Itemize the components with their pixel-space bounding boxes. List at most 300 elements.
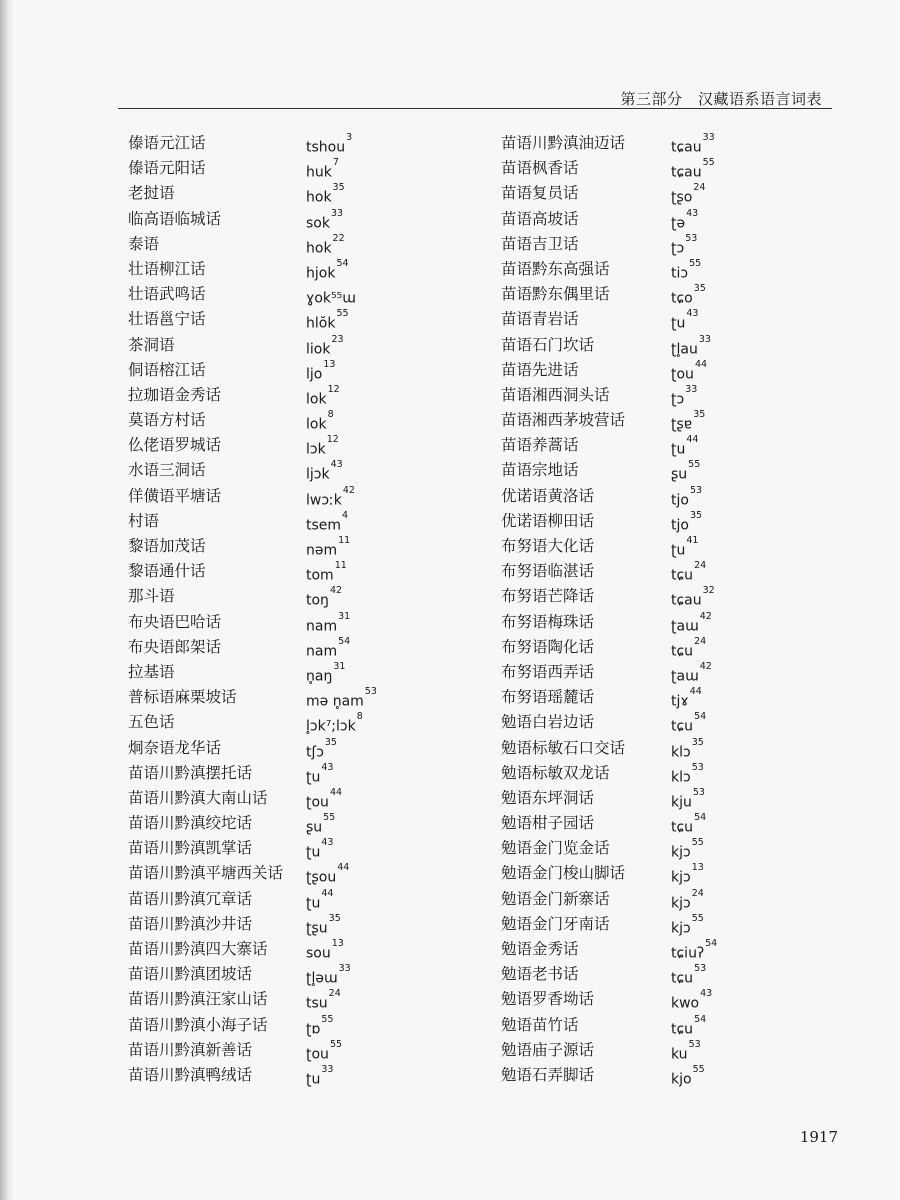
dialect-entry-row: [128, 1038, 458, 1063]
phonetic-transcription: ʈu: [306, 895, 321, 912]
phonetic-transcription: kjɔ: [671, 844, 691, 861]
dialect-entry-row: [501, 408, 831, 433]
tone-number: 35: [693, 283, 706, 295]
dialect-entry-row: [501, 861, 831, 886]
dialect-name: 普标语麻栗坡话: [128, 688, 237, 707]
tone-number: 53: [691, 761, 704, 773]
dialect-name: 五色话: [128, 713, 175, 732]
phonetic-transcription: tjo: [671, 492, 689, 509]
tone-number: 41: [686, 535, 699, 546]
dialect-entry-row: [128, 307, 458, 332]
dialect-name: 勉语东坪洞话: [501, 788, 595, 807]
dialect-entry-row: [501, 207, 831, 232]
dialect-name: 村语: [128, 511, 160, 530]
phonetic-transcription: ljɔk: [306, 467, 330, 484]
dialect-entry-row: [128, 181, 458, 206]
dialect-name: 苗语川黔滇冗章话: [128, 889, 253, 908]
dialect-entry-row: [128, 534, 458, 559]
tone-number: 11: [338, 535, 351, 546]
phonetic-transcription: ʈaɯ: [671, 618, 699, 635]
phonetic-transcription: ʈaɯ: [671, 668, 699, 685]
phonetic-transcription: ʂu: [671, 467, 688, 484]
tone-number: 35: [693, 409, 706, 421]
dialect-entry-row: [128, 761, 458, 786]
phonetic-transcription: tɕu: [671, 819, 694, 836]
phonetic-transcription: klɔ: [671, 769, 691, 786]
dialect-name: 苗语湘西茅坡营话: [501, 411, 626, 430]
phonetic-transcription: tɕo: [671, 290, 693, 307]
tone-number: 35: [691, 736, 704, 748]
dialect-entry-row: [501, 761, 831, 786]
tone-number: 55: [323, 812, 336, 824]
dialect-entry-row: [128, 685, 458, 710]
tone-number: 53: [694, 963, 707, 975]
dialect-entry-row: [128, 458, 458, 483]
dialect-entry-row: [501, 635, 831, 660]
dialect-entry-row: [128, 383, 458, 408]
dialect-entry-row: [501, 987, 831, 1012]
tone-number: 35: [689, 509, 703, 521]
phonetic-transcription: tjɤ: [671, 693, 689, 710]
dialect-name: 布努语临湛话: [501, 562, 595, 581]
dialect-name: 莫语方村话: [128, 411, 206, 430]
dialect-entry-row: [128, 282, 458, 307]
tone-number: 42: [342, 484, 355, 496]
phonetic-transcription: kjo: [671, 1071, 692, 1088]
phonetic-transcription: tɕu: [671, 718, 694, 735]
dialect-name: 勉语金门新寨话: [501, 889, 610, 908]
dialect-name: 苗语吉卫话: [501, 234, 579, 253]
dialect-name: 布努语西弄话: [501, 662, 595, 681]
phonetic-transcription: tɕau: [671, 593, 702, 610]
tone-number: 24: [694, 635, 707, 647]
dialect-name: 勉语金门牙南话: [501, 914, 610, 933]
dialect-name: 侗语榕江话: [128, 360, 206, 379]
dialect-entry-row: [501, 333, 831, 358]
tone-number: 13: [331, 938, 344, 949]
phonetic-transcription: liok: [306, 341, 331, 358]
dialect-entry-row: [501, 811, 831, 836]
dialect-entry-row: [128, 887, 458, 912]
phonetic-transcription: hlŏk: [306, 315, 336, 332]
dialect-name: 苗语高坡话: [501, 209, 579, 228]
phonetic-transcription: ʈu: [306, 1071, 321, 1088]
phonetic-transcription: klɔ: [671, 744, 691, 761]
dialect-entry-row: [128, 1063, 458, 1088]
phonetic-transcription: lɔk: [306, 441, 326, 458]
phonetic-transcription: tiɔ: [671, 265, 689, 282]
dialect-name: 苗语石门坎话: [501, 335, 595, 354]
dialect-entry-row: [501, 282, 831, 307]
tone-number: 33: [685, 383, 698, 395]
dialect-name: 勉语金门梭山脚话: [501, 864, 626, 883]
dialect-entry-row: [501, 433, 831, 458]
phonetic-transcription: tɕu: [671, 643, 694, 660]
dialect-entry-row: [501, 736, 831, 761]
dialect-name: 苗语川黔滇汪家山话: [128, 990, 268, 1009]
phonetic-transcription: ʈou: [671, 366, 694, 383]
dialect-entry-row: [501, 156, 831, 181]
phonetic-transcription: ɣok⁵⁵ɯ: [306, 290, 356, 307]
dialect-entry-row: [501, 307, 831, 332]
dialect-name: 傣语元江话: [128, 134, 206, 152]
tone-number: 8: [356, 711, 363, 723]
phonetic-transcription: lok: [306, 391, 327, 408]
dialect-entry-row: [501, 937, 831, 962]
dialect-entry-row: [128, 786, 458, 811]
dialect-name: 仫佬语罗城话: [128, 436, 222, 455]
tone-number: 4: [342, 509, 349, 521]
phonetic-transcription: nam: [306, 643, 338, 660]
phonetic-transcription: n̥aŋ: [306, 668, 333, 685]
tone-number: 43: [700, 988, 713, 1000]
dialect-entry-row: [501, 358, 831, 383]
phonetic-transcription: hok: [306, 190, 332, 207]
phonetic-form: [306, 1063, 333, 1093]
phonetic-transcription: hok: [306, 240, 332, 257]
tone-number: 42: [699, 660, 712, 672]
tone-number: 55: [702, 157, 715, 169]
dialect-name: 布努语芒降话: [501, 587, 595, 606]
dialect-name: 苗语川黔滇团坡话: [128, 965, 253, 984]
phonetic-transcription: mə n̥am: [306, 693, 364, 710]
tone-number: 54: [336, 257, 349, 269]
dialect-name: 那斗语: [128, 587, 175, 606]
dialect-entry-row: [501, 660, 831, 685]
dialect-name: 泰语: [128, 234, 160, 253]
dialect-name: 苗语青岩话: [501, 310, 579, 329]
dialect-entry-row: [501, 685, 831, 710]
left-column: [128, 131, 458, 1088]
phonetic-transcription: tɕu: [671, 970, 694, 987]
dialect-name: 苗语川黔滇平塘西关话: [128, 864, 284, 883]
dialect-name: 水语三洞话: [128, 461, 206, 480]
phonetic-transcription: tɕau: [671, 164, 702, 181]
dialect-entry-row: [128, 207, 458, 232]
tone-number: 42: [329, 585, 343, 597]
phonetic-transcription: tɕu: [671, 567, 694, 584]
phonetic-transcription: kjɔ: [671, 895, 691, 912]
running-header: 第三部分 汉藏语系语言词表: [620, 90, 822, 108]
dialect-name: 布央语巴哈话: [128, 612, 222, 631]
phonetic-transcription: sok: [306, 215, 330, 232]
dialect-name: 勉语石弄脚话: [501, 1065, 595, 1084]
dialect-name: 苗语川黔滇小海子话: [128, 1015, 268, 1034]
dialect-entry-row: [128, 333, 458, 358]
phonetic-transcription: ʈɔ: [671, 391, 685, 408]
tone-number: 55: [321, 1013, 334, 1025]
dialect-entry-row: [128, 257, 458, 282]
dialect-name: 布央语郎架话: [128, 637, 222, 656]
dialect-entry-row: [128, 584, 458, 609]
phonetic-transcription: tsem: [306, 517, 342, 534]
tone-number: 24: [694, 560, 707, 572]
dialect-entry-row: [128, 962, 458, 987]
tone-number: 13: [691, 862, 704, 874]
phonetic-transcription: kju: [671, 794, 692, 811]
dialect-name: 临高语临城话: [128, 209, 222, 228]
dialect-name: 老挝语: [128, 184, 175, 203]
dialect-entry-row: [128, 987, 458, 1012]
tone-number: 53: [692, 786, 705, 798]
dialect-entry-row: [501, 534, 831, 559]
dialect-entry-row: [501, 836, 831, 861]
dialect-entry-row: [128, 232, 458, 257]
tone-number: 42: [699, 610, 712, 622]
dialect-entry-row: [128, 358, 458, 383]
dialect-name: 苗语湘西洞头话: [501, 385, 610, 404]
tone-number: 55: [689, 257, 702, 269]
tone-number: 55: [692, 1063, 705, 1075]
dialect-name: 苗语川黔滇摆托话: [128, 763, 253, 782]
dialect-name: 勉语庙子源话: [501, 1040, 595, 1059]
phonetic-transcription: kjɔ: [671, 920, 691, 937]
dialect-name: 茶洞语: [128, 335, 175, 354]
phonetic-transcription: tɕu: [671, 1021, 694, 1038]
phonetic-transcription: ʈʂou: [306, 870, 337, 887]
dialect-entry-row: [501, 181, 831, 206]
tone-number: 33: [330, 207, 344, 219]
tone-number: 53: [364, 686, 377, 698]
dialect-entry-row: [128, 736, 458, 761]
tone-number: 33: [698, 333, 711, 345]
tone-number: 22: [332, 232, 345, 244]
dialect-name: 苗语枫香话: [501, 159, 579, 178]
tone-number: 44: [329, 786, 343, 798]
tone-number: 53: [685, 232, 698, 244]
dialect-name: 苗语黔东偶里话: [501, 285, 610, 304]
dialect-name: 傣语元阳话: [128, 159, 206, 178]
dialect-entry-row: [128, 156, 458, 181]
dialect-name: 佯僙语平塘话: [128, 486, 222, 505]
dialect-entry-row: [128, 635, 458, 660]
phonetic-transcription: ʈʂu: [306, 920, 328, 937]
phonetic-transcription: tjo: [671, 517, 689, 534]
dialect-entry-row: [128, 937, 458, 962]
dialect-entry-row: [501, 484, 831, 509]
dialect-name: 优诺语黄洛话: [501, 486, 595, 505]
page-binding-shadow: [0, 0, 14, 1200]
tone-number: 24: [328, 988, 341, 1000]
tone-number: 31: [338, 610, 351, 622]
phonetic-transcription: ʈou: [306, 794, 329, 811]
dialect-name: 勉语金秀话: [501, 940, 579, 958]
phonetic-transcription: tsu: [306, 996, 328, 1013]
tone-number: 35: [332, 182, 345, 194]
phonetic-transcription: ku: [671, 1046, 688, 1063]
dialect-entry-row: [128, 912, 458, 937]
tone-number: 54: [694, 812, 707, 824]
dialect-entry-row: [501, 383, 831, 408]
dialect-name: 布努语大化话: [501, 537, 595, 555]
right-column: [501, 131, 831, 1088]
phonetic-transcription: ʈʂɐ: [671, 416, 693, 433]
dialect-name: 苗语先进话: [501, 360, 579, 379]
phonetic-transcription: nam: [306, 618, 338, 635]
phonetic-transcription: toŋ: [306, 593, 329, 610]
tone-number: 43: [321, 837, 334, 849]
dialect-name: 苗语川黔滇绞坨话: [128, 814, 253, 833]
tone-number: 7: [332, 157, 339, 169]
tone-number: 43: [321, 761, 334, 773]
tone-number: 33: [338, 963, 351, 975]
dialect-entry-row: [128, 559, 458, 584]
phonetic-transcription: ʈl̥əɯ: [306, 970, 338, 987]
dialect-entry-row: [501, 131, 831, 156]
phonetic-transcription: nəm: [306, 542, 338, 559]
tone-number: 11: [334, 560, 347, 572]
dialect-name: 苗语川黔滇鸭绒话: [128, 1065, 253, 1084]
phonetic-transcription: ʈu: [306, 769, 321, 786]
dialect-name: 拉珈语金秀话: [128, 385, 222, 404]
dialect-name: 布努语梅珠话: [501, 612, 595, 631]
dialect-entry-row: [501, 912, 831, 937]
tone-number: 53: [689, 484, 703, 496]
dialect-entry-row: [128, 660, 458, 685]
tone-number: 54: [338, 635, 351, 647]
dialect-entry-row: [501, 710, 831, 735]
dialect-entry-row: [501, 887, 831, 912]
dialect-name: 苗语宗地话: [501, 461, 579, 480]
dialect-name: 苗语黔东高强话: [501, 259, 610, 278]
tone-number: 43: [686, 207, 699, 219]
tone-number: 55: [691, 912, 704, 924]
tone-number: 43: [330, 459, 343, 471]
dialect-name: 优诺语柳田话: [501, 511, 595, 530]
dialect-entry-row: [128, 484, 458, 509]
phonetic-transcription: ʈɒ: [306, 1021, 321, 1038]
tone-number: 8: [327, 409, 334, 421]
phonetic-transcription: lok: [306, 416, 327, 433]
dialect-name: 勉语白岩边话: [501, 713, 595, 732]
tone-number: 43: [686, 308, 699, 320]
dialect-entry-row: [501, 584, 831, 609]
dialect-name: 壮语柳江话: [128, 259, 206, 278]
dialect-name: 黎语加茂话: [128, 537, 206, 555]
dialect-name: 壮语武鸣话: [128, 285, 206, 304]
dialect-name: 布努语陶化话: [501, 637, 595, 656]
tone-number: 32: [702, 585, 715, 597]
phonetic-transcription: tɕau: [671, 139, 702, 156]
tone-number: 12: [326, 434, 339, 446]
tone-number: 35: [328, 912, 341, 924]
phonetic-transcription: ʈʂo: [671, 190, 693, 207]
phonetic-transcription: ʂu: [306, 819, 323, 836]
dialect-entry-row: [128, 131, 458, 156]
dialect-entry-row: [501, 1063, 831, 1088]
tone-number: 55: [329, 1038, 343, 1050]
dialect-name: 苗语养蒿话: [501, 436, 579, 455]
dialect-name: 苗语川黔滇四大寨话: [128, 940, 268, 958]
phonetic-transcription: ʈu: [306, 844, 321, 861]
dialect-name: 苗语复员话: [501, 184, 579, 203]
phonetic-transcription: sou: [306, 945, 331, 962]
dialect-entry-row: [128, 610, 458, 635]
dialect-entry-row: [128, 408, 458, 433]
dialect-name: 勉语柑子园话: [501, 814, 595, 833]
tone-number: 33: [321, 1063, 334, 1075]
dialect-name: 苗语川黔滇沙井话: [128, 914, 253, 933]
dialect-entry-row: [501, 786, 831, 811]
tone-number: 54: [694, 1013, 707, 1025]
phonetic-transcription: tshou: [306, 139, 346, 156]
dialect-entry-row: [501, 257, 831, 282]
dialect-name: 勉语老书话: [501, 965, 579, 984]
phonetic-transcription: kwo: [671, 996, 700, 1013]
dialect-name: 勉语标敏石口交话: [501, 738, 626, 757]
tone-number: 23: [331, 333, 344, 345]
phonetic-transcription: tɕiuʔ: [671, 945, 705, 962]
dialect-entry-row: [128, 861, 458, 886]
dialect-name: 苗语川黔滇新善话: [128, 1040, 253, 1059]
dialect-name: 黎语通什话: [128, 562, 206, 581]
tone-number: 53: [688, 1038, 701, 1050]
phonetic-transcription: l̥ɔk⁷;lɔk: [306, 718, 356, 735]
dialect-name: 勉语罗香坳话: [501, 990, 595, 1009]
tone-number: 3: [346, 132, 353, 143]
dialect-name: 苗语川黔滇凯掌话: [128, 839, 253, 858]
phonetic-transcription: tʃɔ: [306, 744, 324, 761]
phonetic-transcription: huk: [306, 164, 332, 181]
phonetic-transcription: ljo: [306, 366, 323, 383]
dialect-entry-row: [501, 559, 831, 584]
phonetic-transcription: ʈɔ: [671, 240, 685, 257]
phonetic-transcription: ʈu: [671, 315, 686, 332]
dialect-name: 苗语川黔滇油迈话: [501, 134, 626, 152]
tone-number: 44: [337, 862, 350, 874]
phonetic-transcription: ʈu: [671, 542, 686, 559]
dialect-entry-row: [128, 710, 458, 735]
dialect-entry-row: [128, 433, 458, 458]
dialect-name: 勉语苗竹话: [501, 1015, 579, 1034]
tone-number: 13: [323, 358, 336, 370]
dialect-entry-row: [501, 509, 831, 534]
dialect-name: 布努语瑶麓话: [501, 688, 595, 707]
tone-number: 44: [689, 686, 702, 698]
tone-number: 24: [693, 182, 706, 194]
dialect-entry-row: [501, 1038, 831, 1063]
dialect-entry-row: [128, 811, 458, 836]
dialect-name: 拉基语: [128, 662, 175, 681]
tone-number: 54: [694, 711, 707, 723]
phonetic-transcription: kjɔ: [671, 870, 691, 887]
dialect-entry-row: [501, 962, 831, 987]
tone-number: 31: [333, 660, 346, 672]
phonetic-transcription: ʈə: [671, 215, 686, 232]
phonetic-transcription: hjok: [306, 265, 336, 282]
dialect-entry-row: [501, 610, 831, 635]
tone-number: 55: [691, 837, 704, 849]
tone-number: 12: [327, 383, 340, 395]
dialect-entry-row: [501, 458, 831, 483]
dialect-entry-row: [128, 836, 458, 861]
tone-number: 24: [691, 887, 704, 899]
dialect-name: 炯奈语龙华话: [128, 738, 222, 757]
tone-number: 55: [336, 308, 349, 320]
header-rule: [118, 108, 832, 109]
tone-number: 54: [705, 938, 718, 949]
dialect-name: 勉语金门览金话: [501, 839, 610, 858]
dialect-name: 勉语标敏双龙话: [501, 763, 610, 782]
tone-number: 44: [321, 887, 334, 899]
dialect-entry-row: [128, 1013, 458, 1038]
phonetic-transcription: tom: [306, 567, 334, 584]
page-number: 1917: [799, 1128, 838, 1146]
phonetic-transcription: ʈl̥au: [671, 341, 698, 358]
phonetic-transcription: ʈu: [671, 441, 686, 458]
tone-number: 44: [686, 434, 699, 446]
tone-number: 33: [702, 132, 715, 143]
